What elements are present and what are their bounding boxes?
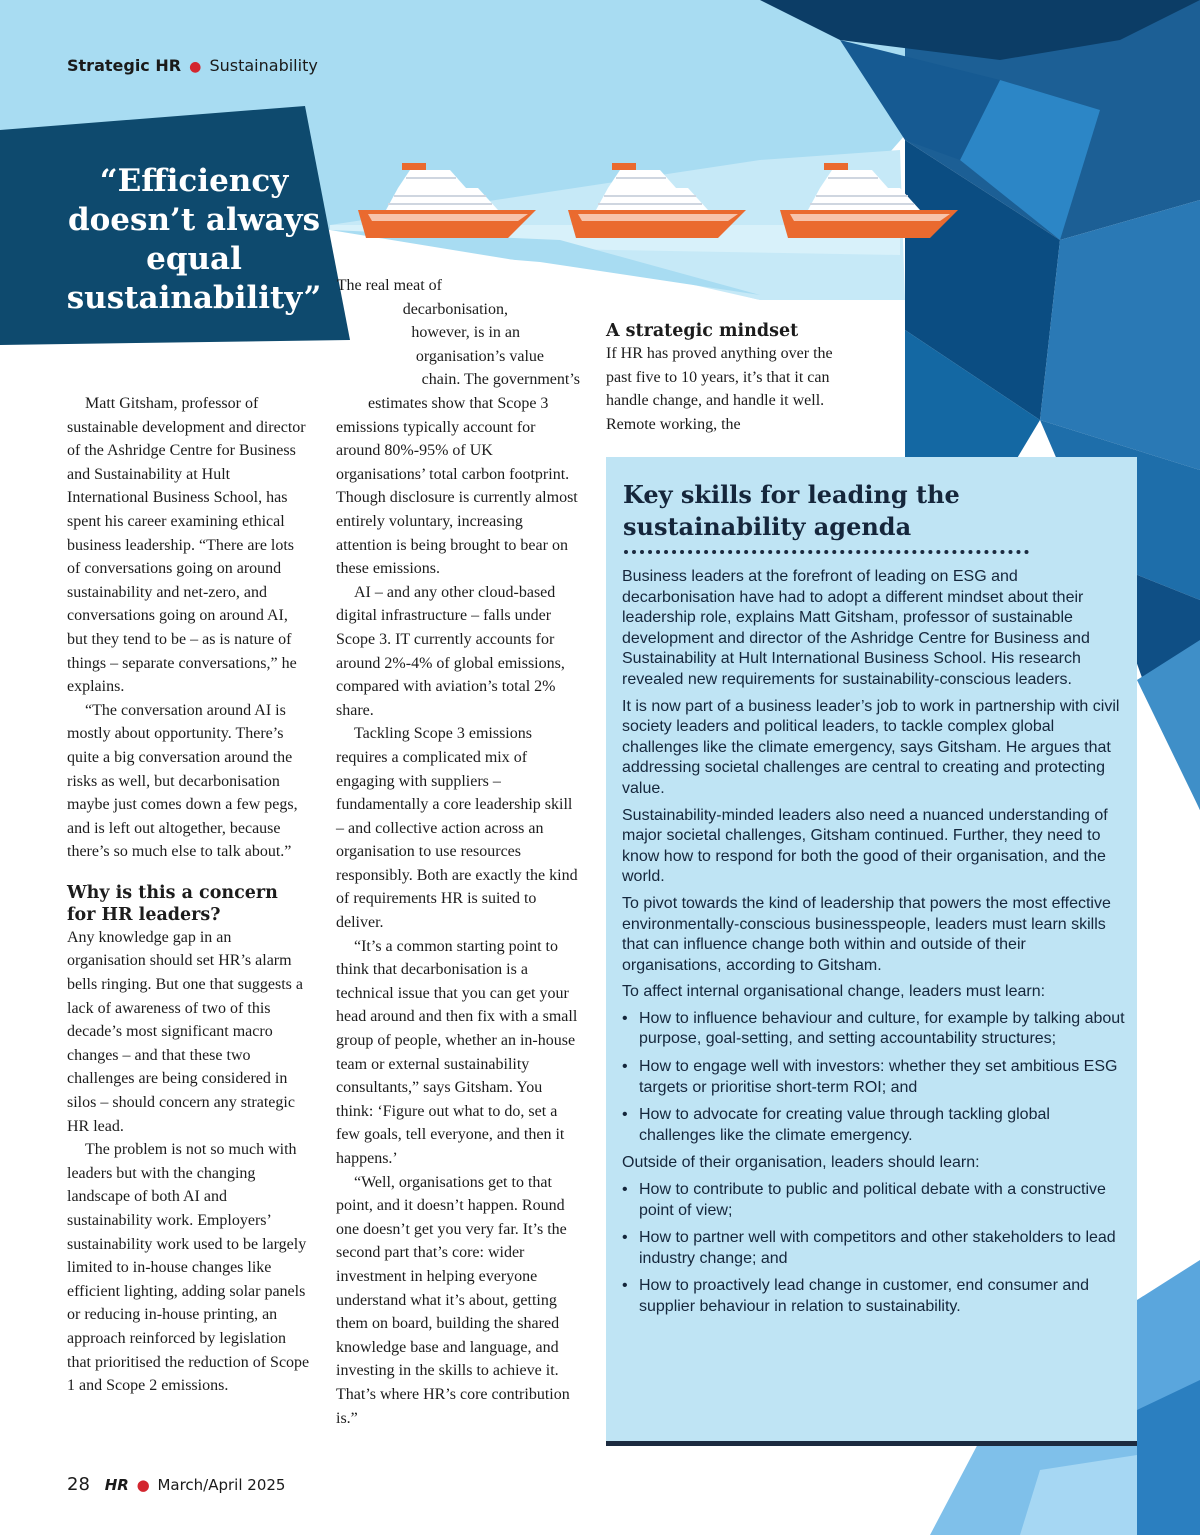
section-label: Strategic HR [67,56,182,75]
article-column-1 [67,392,311,1398]
text-line: The real meat of [336,277,442,294]
dotted-divider [624,550,1029,554]
list-item [622,1009,1127,1050]
paragraph: Any knowledge gap in an organisation should set HR’s alarm bells ringing. But one that suggests a lack of awareness of two of this decade’s most significant macro changes – and that these two challenges are being considered in silos – should concern any strategic HR lead. [67,928,303,1135]
paragraph: The problem is not so much with leaders but with the changing landscape of both AI and sustainability work. Employers’ sustainability work used to be largely limited to in-house changes like efficient lighting, adding solar panels or reducing in-house printing, an approach reinforced by legislation that prioritised the reduction of Scope 1 and Scope 2 emissions. [67,1141,310,1395]
key-skills-sidebar [606,457,1137,1441]
separator-dot: ● [189,59,202,75]
list-item [622,1057,1127,1098]
bullet-icon: • [622,1009,628,1027]
list-item [622,1105,1127,1146]
paragraph: estimates show that Scope 3 emissions typically account for around 80%-95% of UK organisations’ total carbon footprint. Though disclosure is currently almost entirely voluntary, increasing attention is being brought to bear on these emissions. [336,395,578,578]
bullet-icon: • [622,1277,628,1295]
internal-skills-list [622,1009,1127,1147]
paragraph: If HR has proved anything over the past five to 10 years, it’s that it can handle change, and handle it well. Remote working, the [606,345,833,433]
text-line: organisation’s value [415,347,544,365]
external-skills-list [622,1180,1127,1318]
sidebar-shadow [606,1441,1137,1446]
paragraph: “Well, organisations get to that point, and it doesn’t happen. Round one doesn’t get you very far. It’s the second part that’s core: wider investment in helping everyone understand what it’s about, getting them on board, building the shared knowledge base and language, and investing in the skills to achieve it. That’s where HR’s core contribution is.” [336,1173,570,1427]
list-item [622,1180,1127,1221]
separator-dot: ● [136,1476,150,1494]
pull-quote: “Efficiency doesn’t always equal sustainability” [66,163,322,316]
sidebar-paragraph: Outside of their organisation, leaders should learn: [622,1154,980,1172]
text-line: decarbonisation, [402,300,508,318]
paragraph: Tackling Scope 3 emissions requires a complicated mix of engaging with suppliers – fundamentally a core leadership skill – and collective action across an organisation to use resources responsibly. Both are exactly the kind of requirements HR is suited to deliver. [336,725,578,932]
sidebar-paragraph: It is now part of a business leader’s job to work in partnership with civil society leaders and political leaders, to tackle complex global challenges like the climate emergency, says Gitsham. He argues that addressing societal challenges are central to creating and protecting value. [622,697,1120,797]
paragraph: “The conversation around AI is mostly about opportunity. There’s quite a big conversation around the risks as well, but decarbonisation maybe just comes down a few pegs, and is left out altogether, because there’s so much else to talk about.” [67,701,298,861]
list-item-text: How to contribute to public and political debate with a constructive point of view; [639,1181,1106,1219]
sidebar-title: Key skills for leading the sustainability agenda [623,480,960,541]
section-kicker [67,56,318,75]
page-footer [67,1474,285,1495]
issue-date: March/April 2025 [157,1476,286,1494]
subheading: A strategic mindset [606,321,799,341]
list-item-text: How to proactively lead change in customer, end consumer and supplier behaviour in relation to sustainability. [639,1277,1090,1315]
bullet-icon: • [622,1106,628,1124]
article-column-2-intro [336,274,580,392]
paragraph: AI – and any other cloud-based digital infrastructure – falls under Scope 3. IT currently accounts for around 2%-4% of global emissions, compared with aviation’s total 2% share. [336,583,565,719]
list-item-text: How to influence behaviour and culture, for example by talking about purpose, goal-setting, and setting accountability structures; [639,1009,1125,1048]
article-column-2 [336,392,580,1430]
page-number: 28 [67,1474,90,1495]
topic-label: Sustainability [209,56,318,75]
list-item [622,1228,1127,1269]
sidebar-paragraph: Business leaders at the forefront of leading on ESG and decarbonisation have had to adopt a different mindset about their leadership role, explains Matt Gitsham, professor of sustainable development and director of the Ashridge Centre for Business and Sustainability at Hult International Business School. His research revealed new requirements for sustainability-conscious leaders. [622,568,1090,688]
paragraph: Matt Gitsham, professor of sustainable development and director of the Ashridge Centre for Business and Sustainability at Hult International Business School, has spent his career examining ethical business leadership. “There are lots of conversations going on around sustainability and net-zero, and conversations going on around AI, but they tend to be – as is nature of things – separate conversations,” he explains. [67,395,306,696]
sidebar-paragraph: To affect internal organisational change, leaders must learn: [622,983,1046,1001]
sidebar-paragraph: Sustainability-minded leaders also need a nuanced understanding of major societal challenges, Gitsham continued. Further, they need to know how to respond for both the good of their organisation, and the world. [622,806,1108,886]
bullet-icon: • [622,1181,628,1199]
paragraph: “It’s a common starting point to think that decarbonisation is a technical issue that you can get your head around and then fix with a small group of people, whether an in-house team or external sustainability consultants,” says Gitsham. You think: ‘Figure out what to do, set a few goals, tell everyone, and then it happens.’ [336,937,578,1167]
text-line: however, is in an [411,324,520,342]
magazine-name: HR [104,1476,129,1494]
sidebar-paragraph: To pivot towards the kind of leadership that powers the most effective environmentally-conscious businesspeople, leaders must learn skills that can influence change both within and outside of their organisations, according to Gitsham. [622,894,1111,974]
bullet-icon: • [622,1229,628,1247]
list-item-text: How to partner well with competitors and other stakeholders to lead industry change; and [639,1229,1116,1267]
list-item [622,1276,1127,1317]
list-item-text: How to advocate for creating value through tackling global challenges like the climate emergency. [639,1106,1050,1144]
list-item-text: How to engage well with investors: whether they set ambitious ESG targets or prioritise short-term ROI; and [639,1058,1118,1096]
subheading: Why is this a concern for HR leaders? [67,882,278,925]
article-column-3 [606,320,836,436]
bullet-icon: • [622,1058,628,1076]
sidebar-body [622,567,1127,1325]
text-line: chain. The government’s [421,371,580,389]
